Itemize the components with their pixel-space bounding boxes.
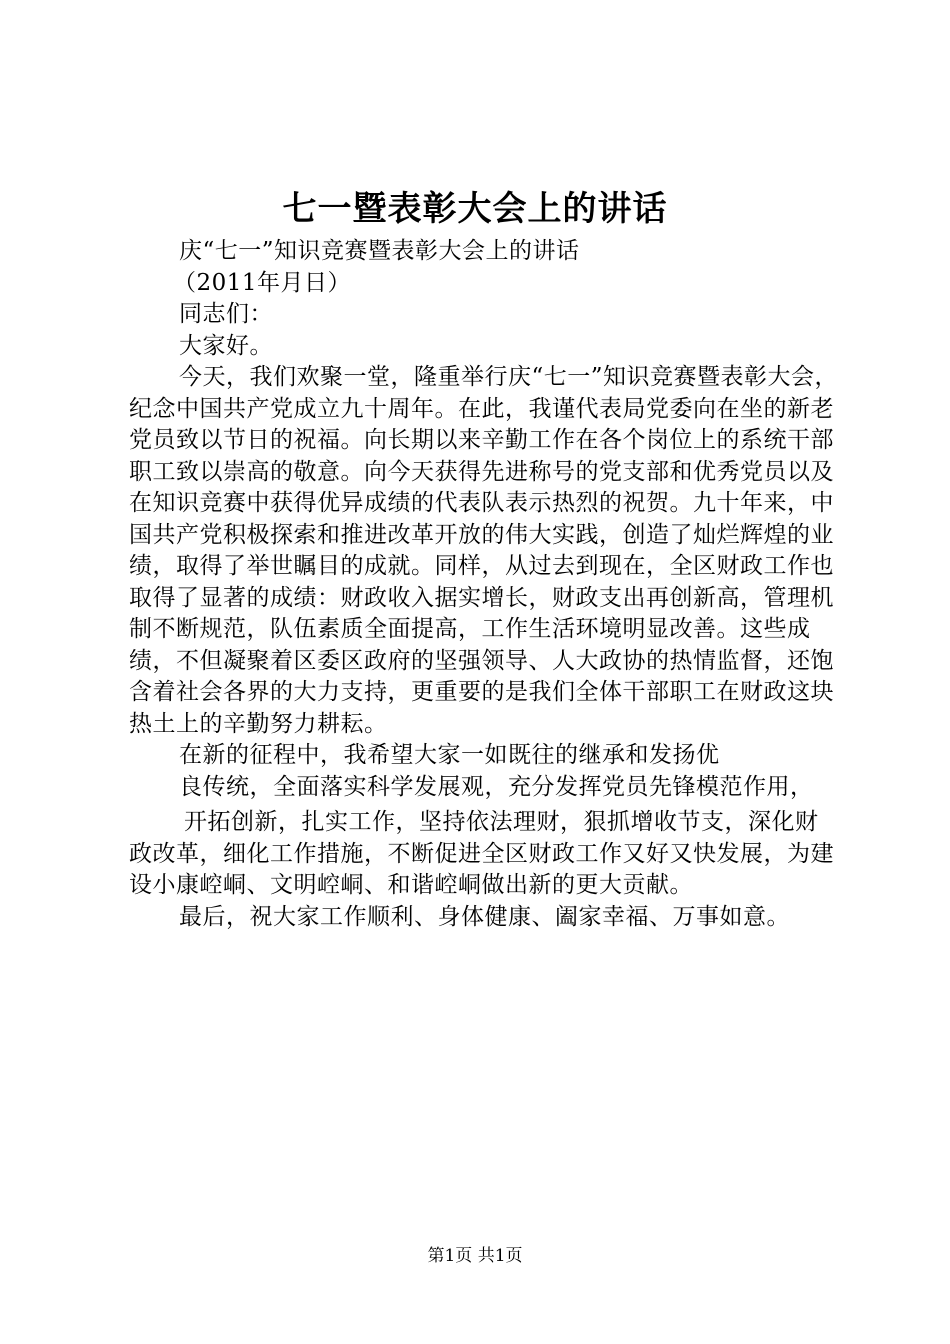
document-body (129, 236, 841, 933)
page-footer: 第1页 共1页 (427, 1246, 523, 1266)
speech-heading: 庆“七一”知识竞赛暨表彰大会上的讲话 (179, 238, 580, 264)
salutation: 同志们： (179, 301, 273, 327)
paragraph-closing: 最后，祝大家工作顺利、身体健康、阖家幸福、万事如意。 (179, 903, 790, 930)
greeting: 大家好。 (179, 332, 273, 359)
paragraph-innovation: 开拓创新，扎实工作，坚持依法理财，狠抓增收节支，深化财政改革，细化工作措施，不断促进全区财政工作又好又快发展，为建设小康崆峒、文明崆峒、和谐崆峒做出新的更大贡献。 (129, 809, 834, 898)
paragraph-main: 今天，我们欢聚一堂，隆重举行庆“七一”知识竞赛暨表彰大会，纪念中国共产党成立九十周年。在此，我谨代表局党委向在坐的新老党员致以节日的祝福。向长期以来辛勤工作在各个岗位上的系统干部职工致以崇高的敬意。向今天获得先进称号的党支部和优秀党员以及在知识竞赛中获得优异成绩的代表队表示热烈的祝贺。九十年来，中国共产党积极探索和推进改革开放的伟大实践，创造了灿烂辉煌的业绩，取得了举世瞩目的成就。同样，从过去到现在，全区财政工作也取得了显著的成绩：财政收入据实增长，财政支出再创新高，管理机制不断规范，队伍素质全面提高，工作生活环境明显改善。这些成绩，不但凝聚着区委区政府的坚强领导、人大政协的热情监督，还饱含着社会各界的大力支持，更重要的是我们全体干部职工在财政这块热土上的辛勤努力耕耘。 (129, 364, 839, 737)
paragraph-tradition: 良传统，全面落实科学发展观，充分发挥党员先锋模范作用， (179, 773, 814, 800)
document-title: 七一暨表彰大会上的讲话 (282, 189, 668, 229)
paragraph-new-journey: 在新的征程中，我希望大家一如既往的继承和发扬优 (179, 742, 720, 768)
speech-date: （2011年月日） (173, 269, 352, 296)
